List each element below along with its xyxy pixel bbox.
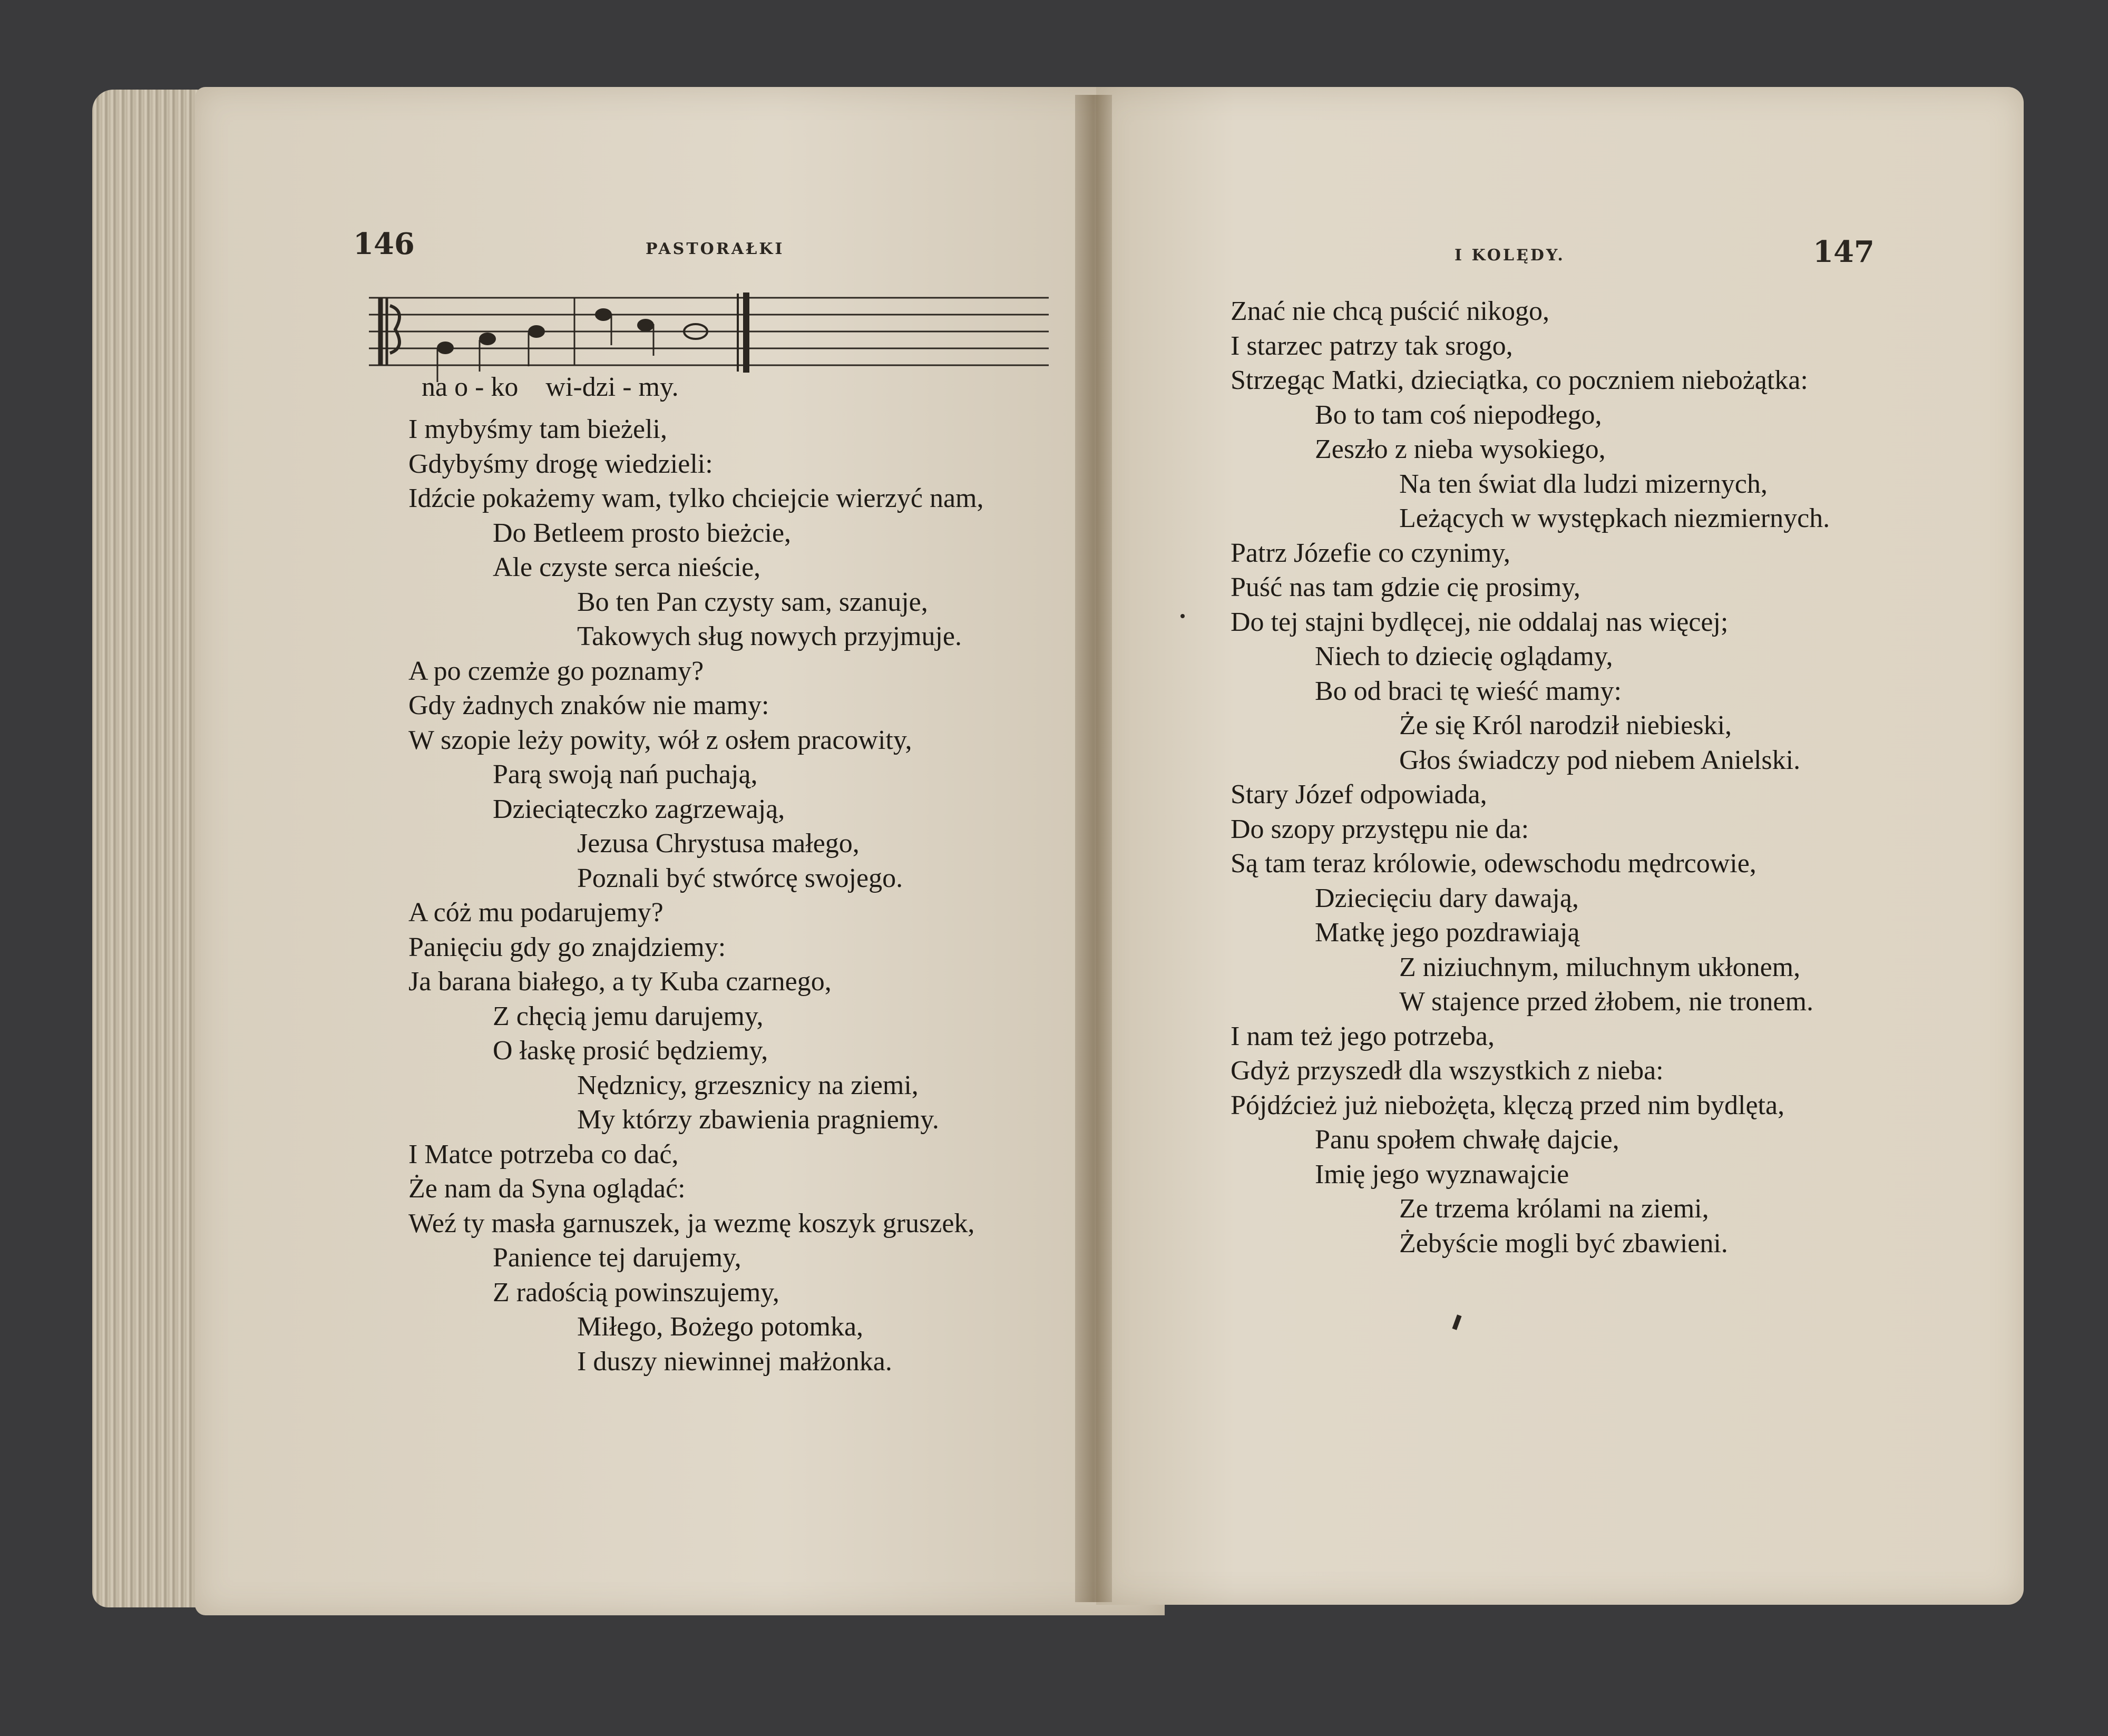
verse-line: W stajence przed żłobem, nie tronem. (1399, 987, 1813, 1017)
verse-line: Z chęcią jemu darujemy, (493, 1001, 764, 1031)
verse-line: Znać nie chcą puścić nikogo, (1231, 296, 1549, 326)
verse-line: Strzegąc Matki, dzieciątka, co poczniem niebożątka: (1231, 365, 1808, 395)
verse-line: Stary Józef odpowiada, (1231, 779, 1487, 810)
verse-line: Takowych sług nowych przyjmuje. (577, 621, 962, 651)
verse-line: Gdyż przyszedł dla wszystkich z nieba: (1231, 1056, 1664, 1086)
verse-line: Miłego, Bożego potomka, (577, 1312, 864, 1342)
verse-line: Że się Król narodził niebieski, (1399, 710, 1732, 740)
verse-line: Niech to dziecię oglądamy, (1315, 641, 1613, 671)
verse-line: Panięciu gdy go znajdziemy: (408, 932, 726, 962)
music-notes (437, 308, 707, 382)
verse-line: Bo od braci tę wieść mamy: (1315, 676, 1622, 706)
verse-line: O łaskę prosić będziemy, (493, 1036, 768, 1066)
verse-line: Bo to tam coś niepodłego, (1315, 399, 1602, 430)
verse-line: Że nam da Syna oglądać: (408, 1174, 686, 1204)
verse-line: A po czemże go poznamy? (408, 656, 704, 686)
verse-line: Weź ty masła garnuszek, ja wezmę koszyk gruszek, (408, 1208, 975, 1238)
verse-line: Patrz Józefie co czynimy, (1231, 538, 1510, 568)
verse-line: Z niziuchnym, miluchnym ukłonem, (1399, 952, 1801, 982)
verse-line: Ze trzema królami na ziemi, (1399, 1194, 1709, 1224)
verse-line: Parą swoją nań puchają, (493, 759, 758, 789)
verse-line: Poznali być stwórcę swojego. (577, 863, 903, 893)
verse-line: Głos świadczy pod niebem Anielski. (1399, 745, 1801, 775)
verse-line: Bo ten Pan czysty sam, szanuje, (577, 587, 928, 617)
verse-line: I mybyśmy tam bieżeli, (408, 414, 668, 444)
ink-speck (1180, 614, 1185, 618)
verse-line: Imię jego wyznawajcie (1315, 1159, 1569, 1189)
right-page-number: 147 (1813, 235, 1875, 269)
verse-line: Matkę jego pozdrawiają (1315, 918, 1580, 948)
verse-line: Idźcie pokażemy wam, tylko chciejcie wierzyć nam, (408, 483, 984, 513)
left-page-text (408, 412, 984, 1379)
verse-line: Żebyście mogli być zbawieni. (1399, 1228, 1728, 1259)
left-page-number: 146 (353, 227, 415, 261)
verse-line: Nędznicy, grzesznicy na ziemi, (577, 1070, 919, 1100)
verse-line: Panience tej darujemy, (493, 1243, 741, 1273)
verse-line: A cóż mu podarujemy? (408, 898, 663, 928)
verse-line: Leżących w występkach niezmiernych. (1399, 503, 1830, 533)
verse-line: Zeszło z nieba wysokiego, (1315, 434, 1606, 464)
left-running-title: PASTORAŁKI (646, 240, 785, 258)
verse-line: My którzy zbawienia pragniemy. (577, 1105, 939, 1135)
verse-line: Panu społem chwałę dajcie, (1315, 1125, 1619, 1155)
music-lyrics: na o - ko wi-dzi - my. (422, 372, 679, 402)
verse-line: Dziecięciu dary dawają, (1315, 883, 1579, 913)
verse-line: Ale czyste serca nieście, (493, 552, 761, 582)
right-running-title: I KOLĘDY. (1455, 246, 1565, 265)
verse-line: W szopie leży powity, wół z osłem pracowity, (408, 725, 912, 755)
book-gutter (1075, 95, 1112, 1602)
verse-line: I nam też jego potrzeba, (1231, 1021, 1495, 1051)
verse-line: Gdybyśmy drogę wiedzieli: (408, 448, 713, 479)
verse-line: Ja barana białego, a ty Kuba czarnego, (408, 967, 832, 997)
verse-line: Na ten świat dla ludzi mizernych, (1399, 469, 1768, 499)
verse-line: Z radością powinszujemy, (493, 1277, 779, 1308)
verse-line: Puść nas tam gdzie cię prosimy, (1231, 572, 1580, 602)
verse-line: I Matce potrzeba co dać, (408, 1139, 679, 1169)
verse-line: Pójdźcież już niebożęta, klęczą przed nim bydlęta, (1231, 1090, 1785, 1120)
verse-line: Gdy żadnych znaków nie mamy: (408, 690, 769, 720)
verse-line: I starzec patrzy tak srogo, (1231, 330, 1513, 361)
right-page-text (1231, 294, 1830, 1261)
verse-line: Jezusa Chrystusa małego, (577, 828, 860, 859)
verse-line: I duszy niewinnej małżonka. (577, 1346, 892, 1377)
verse-line: Do Betleem prosto bieżcie, (493, 518, 792, 548)
verse-line: Do tej stajni bydlęcej, nie oddalaj nas więcej; (1231, 607, 1729, 637)
verse-line: Są tam teraz królowie, odewschodu mędrcowie, (1231, 849, 1756, 879)
verse-line: Do szopy przystępu nie da: (1231, 814, 1529, 844)
verse-line: Dzieciąteczko zagrzewają, (493, 794, 785, 824)
music-staff (369, 287, 1049, 385)
